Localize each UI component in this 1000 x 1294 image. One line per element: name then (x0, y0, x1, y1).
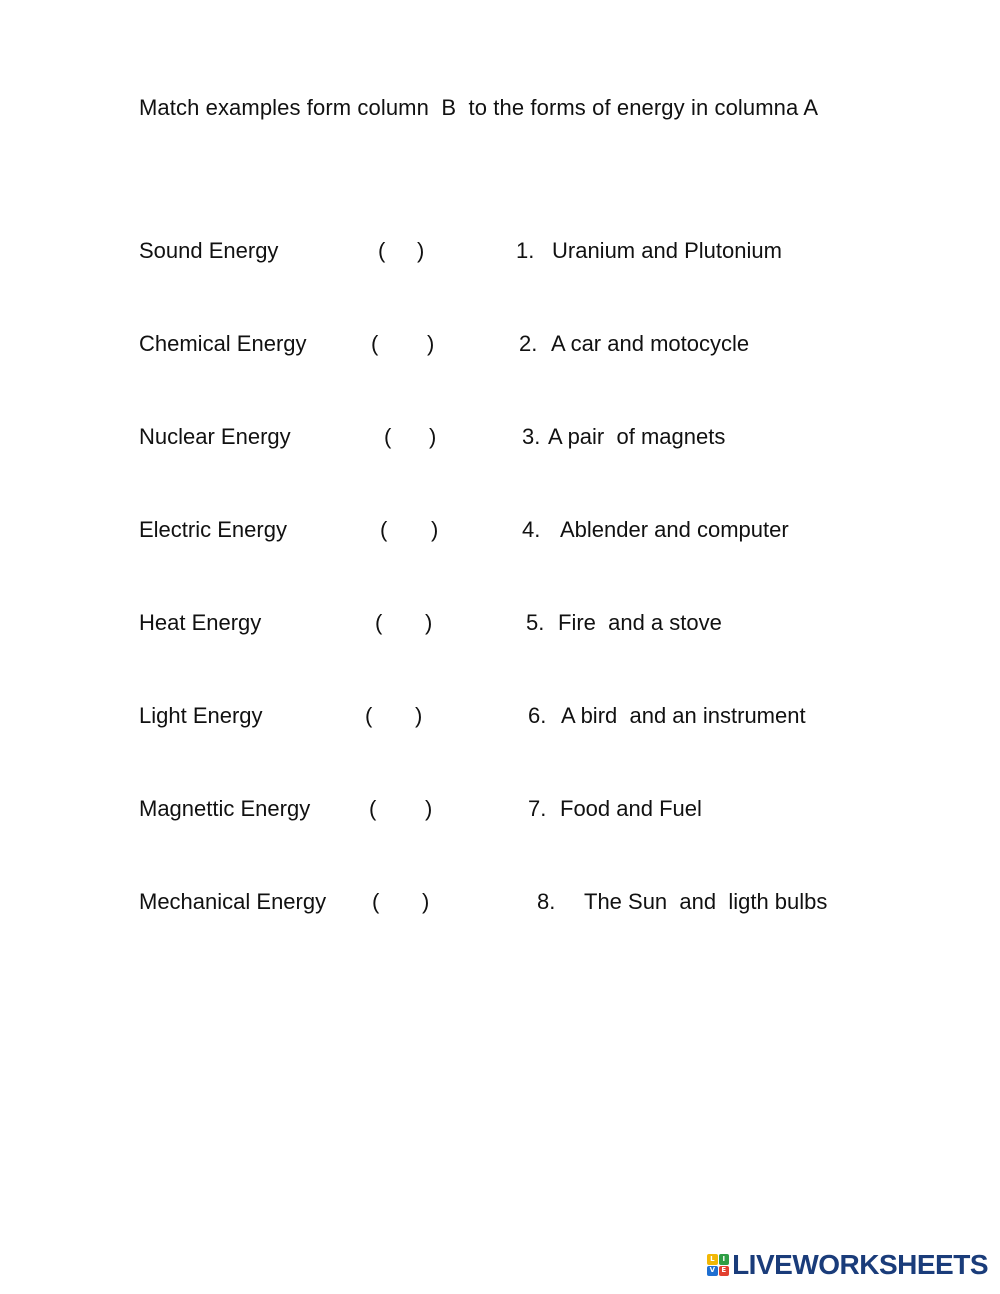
answer-paren-open: ( (372, 889, 380, 914)
answer-input[interactable] (388, 238, 419, 268)
answer-paren-close: ) (427, 331, 435, 356)
answer-input[interactable] (390, 517, 433, 547)
answer-paren-open: ( (380, 517, 388, 542)
example-number: 5. (526, 610, 545, 635)
example-text: Fire and a stove (558, 610, 722, 635)
answer-paren-close: ) (422, 889, 430, 914)
answer-paren-open: ( (371, 331, 379, 356)
example-text: Ablender and computer (560, 517, 789, 542)
energy-label: Chemical Energy (139, 331, 307, 356)
answer-paren-close: ) (431, 517, 439, 542)
answer-paren-open: ( (378, 238, 386, 263)
answer-input[interactable] (394, 424, 431, 454)
energy-label: Sound Energy (139, 238, 279, 263)
matching-row (0, 889, 1000, 921)
example-number: 3. (522, 424, 541, 449)
example-text: Food and Fuel (560, 796, 702, 821)
logo-mark-cell: V (707, 1266, 718, 1277)
answer-input[interactable] (375, 703, 417, 733)
example-text: A pair of magnets (548, 424, 726, 449)
energy-label: Mechanical Energy (139, 889, 327, 914)
logo-wordmark: LIVEWORKSHEETS (732, 1249, 988, 1280)
matching-row (0, 331, 1000, 363)
matching-row (0, 703, 1000, 735)
energy-label: Light Energy (139, 703, 263, 728)
logo-mark-cell: L (707, 1254, 718, 1265)
example-number: 4. (522, 517, 541, 542)
example-number: 1. (516, 238, 535, 263)
liveworksheets-logo (707, 1250, 988, 1280)
matching-row (0, 610, 1000, 642)
energy-label: Heat Energy (139, 610, 262, 635)
energy-label: Nuclear Energy (139, 424, 291, 449)
answer-paren-close: ) (425, 796, 433, 821)
answer-paren-open: ( (384, 424, 392, 449)
example-number: 7. (528, 796, 547, 821)
answer-paren-close: ) (425, 610, 433, 635)
answer-paren-open: ( (369, 796, 377, 821)
example-number: 6. (528, 703, 547, 728)
answer-paren-close: ) (417, 238, 425, 263)
logo-mark-cell: E (719, 1266, 730, 1277)
energy-label: Magnettic Energy (139, 796, 311, 821)
answer-input[interactable] (381, 331, 429, 361)
matching-row (0, 517, 1000, 549)
matching-row (0, 796, 1000, 828)
answer-input[interactable] (385, 610, 427, 640)
example-text: A bird and an instrument (561, 703, 806, 728)
example-text: The Sun and ligth bulbs (584, 889, 828, 914)
example-text: A car and motocycle (551, 331, 750, 356)
energy-label: Electric Energy (139, 517, 287, 542)
logo-mark-cell: I (719, 1254, 730, 1265)
liveworksheets-logo-icon (707, 1254, 729, 1276)
example-text: Uranium and Plutonium (552, 238, 782, 263)
instruction-text: Match examples form column B to the forms of energy in columna A (139, 95, 819, 120)
answer-paren-open: ( (375, 610, 383, 635)
matching-row (0, 424, 1000, 456)
answer-paren-close: ) (429, 424, 437, 449)
answer-paren-open: ( (365, 703, 373, 728)
example-number: 2. (519, 331, 538, 356)
matching-row (0, 238, 1000, 270)
answer-paren-close: ) (415, 703, 423, 728)
example-number: 8. (537, 889, 556, 914)
answer-input[interactable] (379, 796, 427, 826)
answer-input[interactable] (382, 889, 424, 919)
